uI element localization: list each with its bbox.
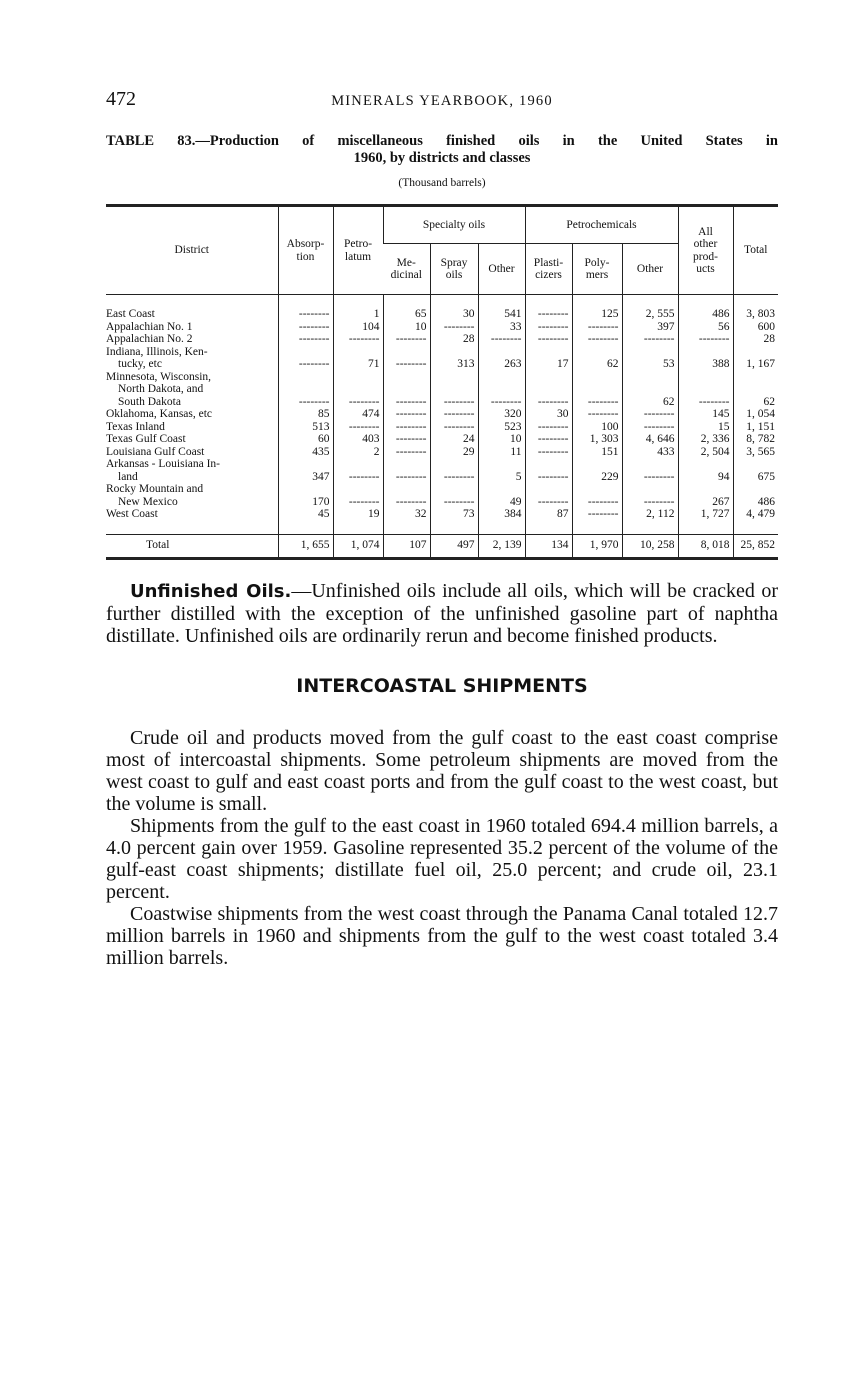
table-cell: 151 <box>572 446 622 459</box>
district-name: Appalachian No. 2 <box>106 333 193 345</box>
district-name: Minnesota, Wisconsin, <box>106 370 212 383</box>
table-cell: 71 <box>333 346 383 371</box>
table-cell: -------- <box>525 321 572 334</box>
paragraph: Coastwise shipments from the west coast through the Panama Canal totaled 12.7 million barrels in 1960 and shipments from the gulf to the west coast totaled 3.4 million barrels. <box>106 902 778 969</box>
header-petro-other: Other <box>622 244 678 295</box>
table-cell: 263 <box>478 346 525 371</box>
total-cell: 8, 018 <box>678 534 733 558</box>
district-cell <box>106 421 278 434</box>
table-cell: 94 <box>678 458 733 483</box>
table-cell: 45 <box>278 508 333 521</box>
table-cell: 313 <box>430 346 478 371</box>
total-cell: 134 <box>525 534 572 558</box>
table-cell: 62 <box>572 346 622 371</box>
table-cell: -------- <box>430 371 478 409</box>
table-cell: 19 <box>333 508 383 521</box>
table-cell: -------- <box>430 421 478 434</box>
table-cell: -------- <box>572 483 622 508</box>
district-name: Texas Gulf Coast <box>106 433 186 445</box>
journal-title: MINERALS YEARBOOK, 1960 <box>331 93 553 109</box>
table-cell: 513 <box>278 421 333 434</box>
total-cell: 107 <box>383 534 430 558</box>
table-cell: 1 <box>333 308 383 321</box>
table-cell: 3, 565 <box>733 446 778 459</box>
table-cell: -------- <box>333 333 383 346</box>
table-cell: 104 <box>333 321 383 334</box>
table-units: (Thousand barrels) <box>398 177 486 189</box>
district-cell <box>106 408 278 421</box>
table-cell: -------- <box>383 433 430 446</box>
table-cell: -------- <box>678 333 733 346</box>
table-cell: -------- <box>525 308 572 321</box>
table-row <box>106 408 778 421</box>
total-row <box>106 534 778 558</box>
district-cell <box>106 458 278 483</box>
table-cell: 33 <box>478 321 525 334</box>
table-cell: 403 <box>333 433 383 446</box>
paragraph: Shipments from the gulf to the east coast in 1960 totaled 694.4 million barrels, a 4.0 percent gain over 1959. Gasoline represented 35.2 percent of the volume of the gulf-east coast shipments; distillate fuel oil, 25.0 percent; and crude oil, 23.1 percent. <box>106 814 778 903</box>
table-cell: 73 <box>430 508 478 521</box>
table-cell: 4, 646 <box>622 433 678 446</box>
table-cell: -------- <box>622 421 678 434</box>
body-text <box>106 580 778 969</box>
table-cell: 541 <box>478 308 525 321</box>
table-cell: 170 <box>278 483 333 508</box>
running-head <box>106 88 778 118</box>
table-cell: -------- <box>622 333 678 346</box>
table-cell: 100 <box>572 421 622 434</box>
table-cell: -------- <box>572 408 622 421</box>
district-name: Louisiana Gulf Coast <box>106 445 205 458</box>
table-cell: 347 <box>278 458 333 483</box>
header-petrochemicals: Petrochemicals <box>525 206 678 244</box>
table-cell: -------- <box>333 371 383 409</box>
table-cell: 320 <box>478 408 525 421</box>
table-cell: 1, 727 <box>678 508 733 521</box>
table-cell: -------- <box>383 483 430 508</box>
unfinished-oils-runin: Unfinished Oils. <box>130 580 292 602</box>
header-spray-oils: Spray oils <box>430 244 478 295</box>
district-name: Arkansas - Louisiana In- <box>106 458 221 470</box>
table-cell: 3, 803 <box>733 308 778 321</box>
district-name-continued: land <box>118 470 138 483</box>
table-cell: 53 <box>622 346 678 371</box>
district-name: West Coast <box>106 508 158 520</box>
table-cell: -------- <box>430 458 478 483</box>
table-cell: -------- <box>383 333 430 346</box>
district-name: Indiana, Illinois, Ken- <box>106 345 208 358</box>
table-cell: -------- <box>333 421 383 434</box>
district-name-continued: New Mexico <box>118 495 178 508</box>
table-row <box>106 433 778 446</box>
table-cell: -------- <box>430 408 478 421</box>
table-cell: 2, 555 <box>622 308 678 321</box>
table-cell: -------- <box>383 421 430 434</box>
table-cell: -------- <box>622 408 678 421</box>
table-cell: -------- <box>430 483 478 508</box>
table-cell: 145 <box>678 408 733 421</box>
table-cell: 486 <box>733 483 778 508</box>
table-cell: -------- <box>430 321 478 334</box>
table-cell: -------- <box>278 371 333 409</box>
table-cell: -------- <box>383 446 430 459</box>
table-cell: 24 <box>430 433 478 446</box>
paragraph: Crude oil and products moved from the gulf coast to the east coast comprise most of intercoastal shipments. Some petroleum shipments are moved from the west coast to gulf and east coast ports and from the gulf coast to the west coast, but the volume is small. <box>106 726 778 815</box>
table-body <box>106 295 778 559</box>
table-row <box>106 371 778 409</box>
table-cell: 523 <box>478 421 525 434</box>
district-cell <box>106 508 278 521</box>
district-cell <box>106 333 278 346</box>
table-cell: 384 <box>478 508 525 521</box>
header-specialty-other: Other <box>478 244 525 295</box>
table-cell: -------- <box>572 333 622 346</box>
section-heading: INTERCOASTAL SHIPMENTS <box>296 674 588 697</box>
header-specialty-oils: Specialty oils <box>383 206 525 244</box>
table-row <box>106 483 778 508</box>
header-district: District <box>106 206 278 295</box>
table-cell: -------- <box>525 421 572 434</box>
district-name-continued: North Dakota, and South Dakota <box>118 383 204 408</box>
district-cell <box>106 433 278 446</box>
table-cell: 435 <box>278 446 333 459</box>
table-cell: 62 <box>733 371 778 409</box>
table-cell: -------- <box>333 458 383 483</box>
table-cell: -------- <box>478 333 525 346</box>
table-cell: -------- <box>622 458 678 483</box>
district-name: East Coast <box>106 308 155 320</box>
table-cell: 60 <box>278 433 333 446</box>
table-cell: -------- <box>572 371 622 409</box>
table-cell: -------- <box>525 333 572 346</box>
district-name: Oklahoma, Kansas, etc <box>106 408 213 420</box>
table-cell: 65 <box>383 308 430 321</box>
table-cell: -------- <box>278 333 333 346</box>
table-cell: 229 <box>572 458 622 483</box>
district-name: Texas Inland <box>106 420 165 433</box>
table-cell: 10 <box>478 433 525 446</box>
district-name: Appalachian No. 1 <box>106 320 193 333</box>
table-cell: 8, 782 <box>733 433 778 446</box>
total-cell: 497 <box>430 534 478 558</box>
table-cell: 15 <box>678 421 733 434</box>
header-total: Total <box>733 206 778 295</box>
data-table <box>106 204 778 560</box>
table-cell: -------- <box>278 308 333 321</box>
table-cell: 433 <box>622 446 678 459</box>
unfinished-oils-paragraph <box>106 580 778 647</box>
total-cell: 10, 258 <box>622 534 678 558</box>
table-cell: 600 <box>733 321 778 334</box>
table-cell: -------- <box>525 371 572 409</box>
header-absorption: Absorp- tion <box>278 206 333 295</box>
table-cell: 125 <box>572 308 622 321</box>
unfinished-oils-text: —Unfinished oils include all oils, which will be cracked or further distilled with the exception of the unfinished gasoline part of naphtha distillate. Unfinished oils are ordinarily rerun and become finished products. <box>106 579 778 647</box>
table-cell: 1, 151 <box>733 421 778 434</box>
district-cell <box>106 346 278 371</box>
table-row <box>106 333 778 346</box>
table-cell: -------- <box>525 483 572 508</box>
table-cell: 388 <box>678 346 733 371</box>
table-cell: 2, 112 <box>622 508 678 521</box>
total-cell: 1, 655 <box>278 534 333 558</box>
table-cell: -------- <box>383 371 430 409</box>
table-cell: 267 <box>678 483 733 508</box>
table-title <box>106 133 778 167</box>
table-row <box>106 308 778 321</box>
table-cell: 2, 504 <box>678 446 733 459</box>
table-cell: 2 <box>333 446 383 459</box>
table-cell: 397 <box>622 321 678 334</box>
table-cell: -------- <box>525 433 572 446</box>
table-cell: 1, 303 <box>572 433 622 446</box>
table-row <box>106 446 778 459</box>
district-name-continued: tucky, etc <box>118 358 162 370</box>
table-cell: 87 <box>525 508 572 521</box>
table-cell: 474 <box>333 408 383 421</box>
table-cell: 29 <box>430 446 478 459</box>
table-row <box>106 421 778 434</box>
table-cell: 49 <box>478 483 525 508</box>
table-cell: 486 <box>678 308 733 321</box>
total-cell: 1, 970 <box>572 534 622 558</box>
total-label: Total <box>106 534 278 558</box>
table-row <box>106 458 778 483</box>
table-cell: -------- <box>678 371 733 409</box>
district-cell <box>106 483 278 508</box>
table-cell: 4, 479 <box>733 508 778 521</box>
header-all-other: All other prod- ucts <box>678 206 733 295</box>
table-cell: 56 <box>678 321 733 334</box>
table-title-line1: TABLE 83.—Production of miscellaneous finished oils in the United States in <box>106 133 778 149</box>
table-cell: 1, 167 <box>733 346 778 371</box>
table-cell: 11 <box>478 446 525 459</box>
page <box>106 88 778 969</box>
table-cell: -------- <box>478 371 525 409</box>
header-medicinal: Me- dicinal <box>383 244 430 295</box>
table-cell: 17 <box>525 346 572 371</box>
header-plasticizers: Plasti- cizers <box>525 244 572 295</box>
table-cell: -------- <box>525 458 572 483</box>
table-cell: 5 <box>478 458 525 483</box>
table-cell: 28 <box>430 333 478 346</box>
table-cell: 1, 054 <box>733 408 778 421</box>
table-cell: 2, 336 <box>678 433 733 446</box>
table-title-line2: 1960, by districts and classes <box>353 150 531 166</box>
district-cell <box>106 321 278 334</box>
page-number: 472 <box>106 88 136 110</box>
table-cell: -------- <box>572 508 622 521</box>
table-cell: -------- <box>278 346 333 371</box>
header-petrolatum: Petro- latum <box>333 206 383 295</box>
table-cell: 675 <box>733 458 778 483</box>
table-cell: -------- <box>525 446 572 459</box>
table-cell: -------- <box>383 346 430 371</box>
header-polymers: Poly- mers <box>572 244 622 295</box>
table-cell: 30 <box>430 308 478 321</box>
table-cell: -------- <box>333 483 383 508</box>
table-cell: 85 <box>278 408 333 421</box>
table-row <box>106 508 778 521</box>
district-cell <box>106 308 278 321</box>
total-cell: 25, 852 <box>733 534 778 558</box>
total-cell: 2, 139 <box>478 534 525 558</box>
district-cell <box>106 446 278 459</box>
table-cell: 62 <box>622 371 678 409</box>
district-cell <box>106 371 278 409</box>
table-cell: 30 <box>525 408 572 421</box>
table-cell: 28 <box>733 333 778 346</box>
table-cell: 32 <box>383 508 430 521</box>
table-row <box>106 346 778 371</box>
table-cell: -------- <box>572 321 622 334</box>
table-cell: -------- <box>383 408 430 421</box>
table-cell: -------- <box>383 458 430 483</box>
total-cell: 1, 074 <box>333 534 383 558</box>
table-spacer <box>106 521 778 535</box>
table-cell: -------- <box>278 321 333 334</box>
table-row <box>106 321 778 334</box>
district-name: Rocky Mountain and <box>106 483 204 495</box>
table-cell: -------- <box>622 483 678 508</box>
table-cell: 10 <box>383 321 430 334</box>
